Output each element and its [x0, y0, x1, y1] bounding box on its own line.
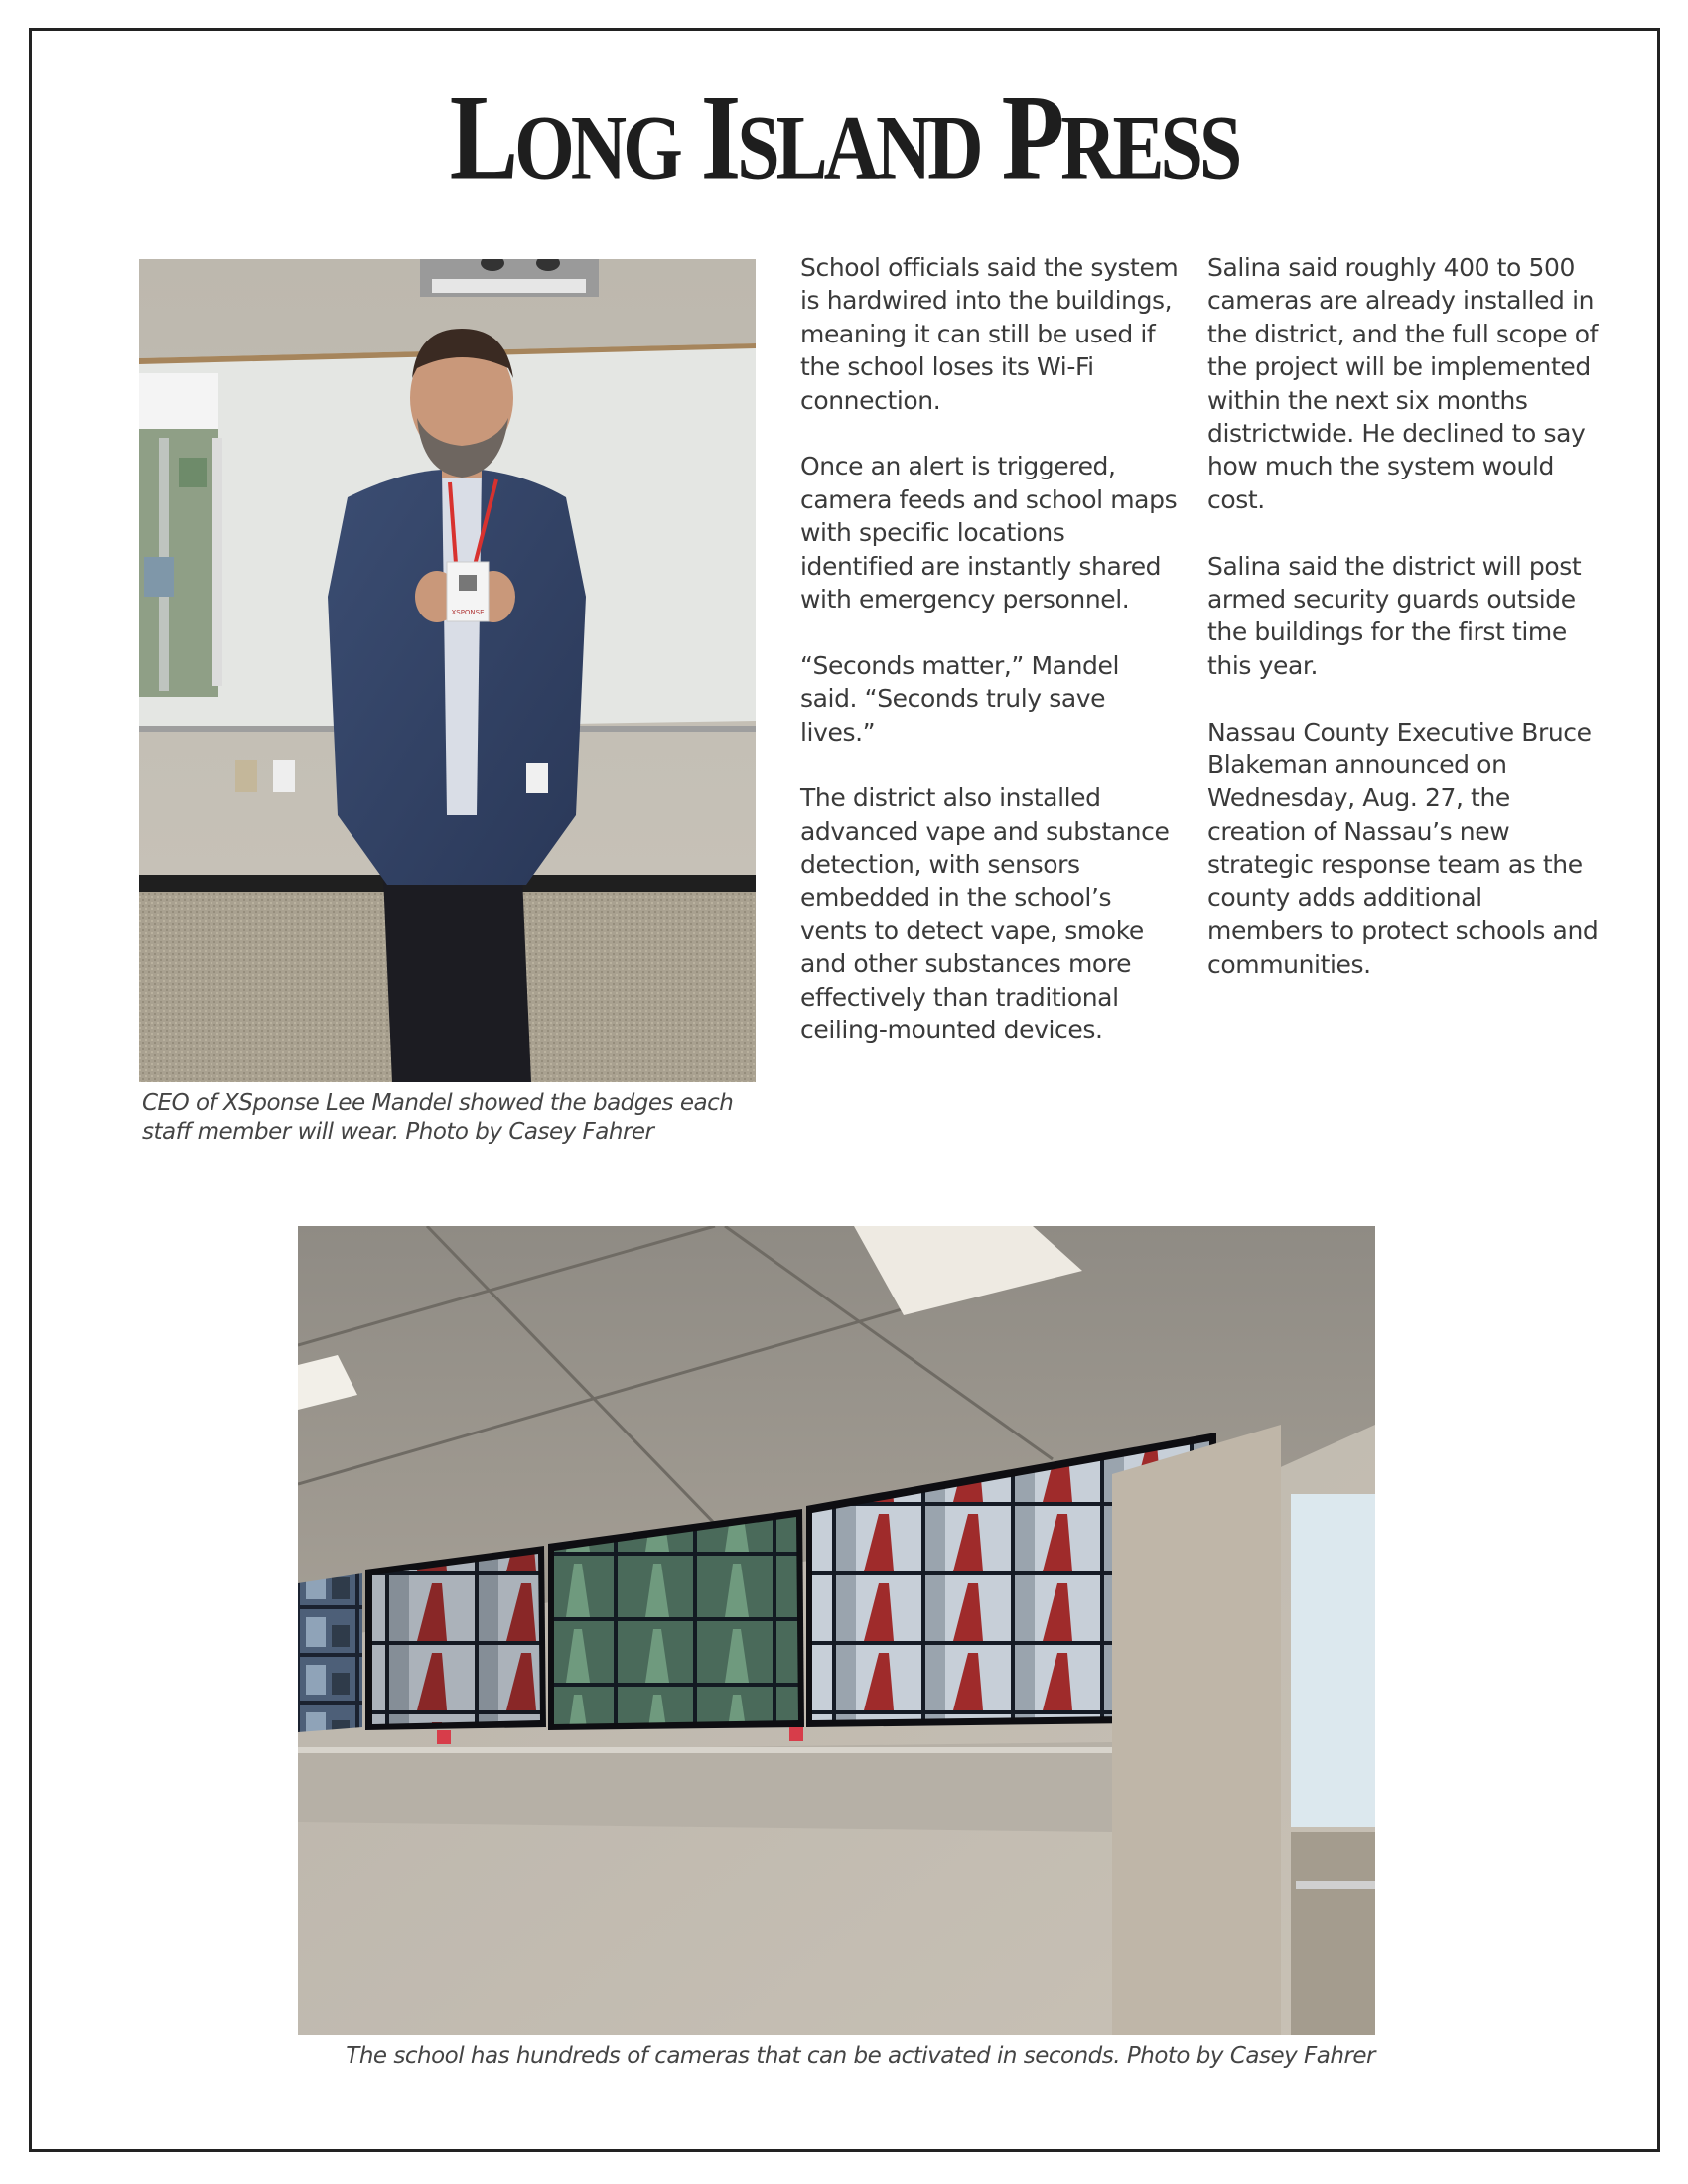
masthead-initial: I	[700, 69, 738, 205]
article-paragraph: The district also installed advanced vape and substance detection, with sensors embedded in the school’s vents to detect vape, smoke and other substances more effectively than traditional ceiling-mounted devices.	[800, 783, 1170, 1045]
article-paragraph: Salina said roughly 400 to 500 cameras are already installed in the district, and the full scope of the project will be implemented within the next six months districtwide. He declined to say how much the system would cost.	[1207, 253, 1599, 514]
photo-ceo-badge-illustration	[139, 259, 756, 1082]
masthead-rest: RESS	[1060, 95, 1239, 199]
masthead-rest: ONG	[514, 95, 679, 199]
article-column-1	[800, 251, 1183, 1080]
masthead-word-long	[449, 69, 679, 205]
masthead-rest: SLAND	[737, 95, 980, 199]
masthead-word-press	[1001, 69, 1239, 205]
article-paragraph: Salina said the district will post armed security guards outside the buildings for the first time this year.	[1207, 551, 1582, 680]
masthead-initial: L	[449, 69, 515, 205]
article-column-2	[1207, 251, 1600, 1014]
photo-caption-ceo: CEO of XSponse Lee Mandel showed the badges each staff member will wear. Photo by Casey Fahrer	[142, 1090, 734, 1145]
article-paragraph: School officials said the system is hardwired into the buildings, meaning it can still be used if the school loses its Wi-Fi connection.	[800, 253, 1179, 415]
photo-ceo-badge	[139, 259, 756, 1082]
badge-logo-text: XSPONSE	[451, 609, 485, 616]
masthead-logo	[397, 69, 1291, 205]
article-paragraph: “Seconds matter,” Mandel said. “Seconds truly save lives.”	[800, 650, 1120, 747]
masthead-word-island	[700, 69, 980, 205]
article-paragraph: Once an alert is triggered, camera feeds and school maps with specific locations identified are instantly shared with emergency personnel.	[800, 452, 1178, 614]
photo-camera-monitors	[298, 1226, 1375, 2035]
masthead-initial: P	[1001, 69, 1061, 205]
article-paragraph: Nassau County Executive Bruce Blakeman announced on Wednesday, Aug. 27, the creation of Nassau’s new strategic response team as the county adds additional members to protect schools and communities.	[1207, 717, 1599, 979]
photo-camera-monitors-illustration	[298, 1226, 1375, 2035]
photo-caption-cameras: The school has hundreds of cameras that can be activated in seconds. Photo by Casey Fahrer	[346, 2043, 1375, 2069]
